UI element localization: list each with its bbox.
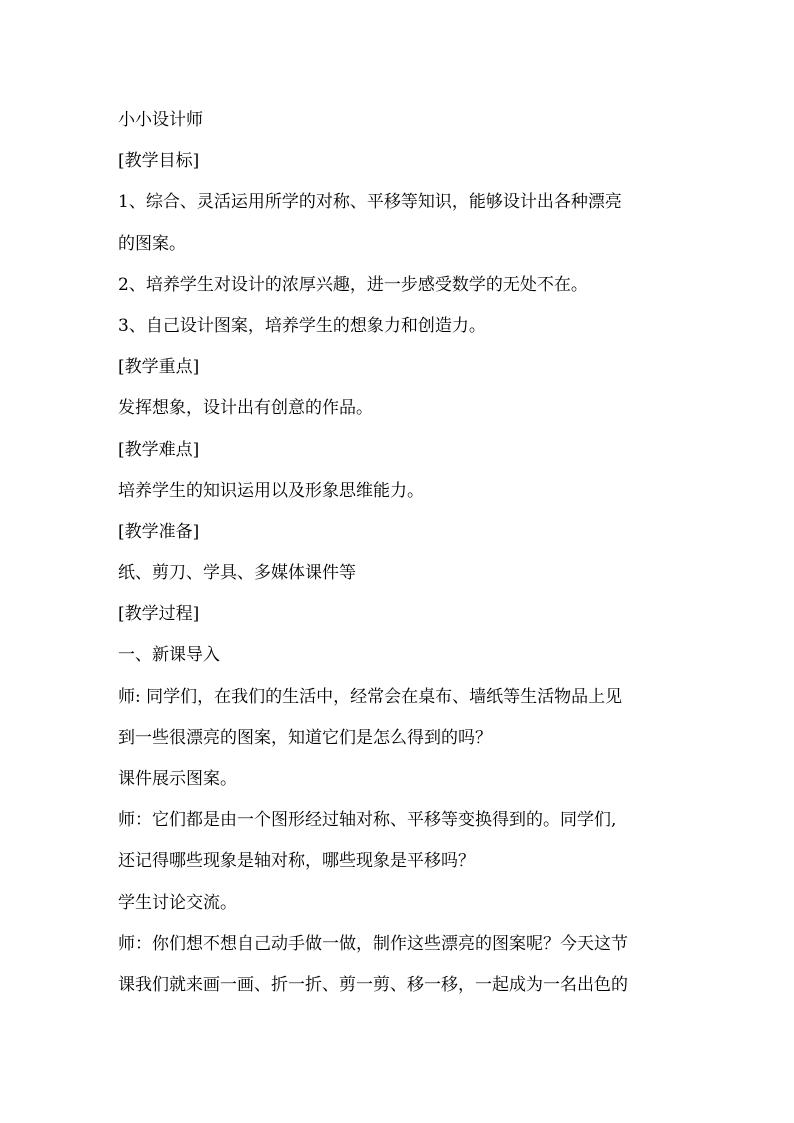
document-title: 小小设计师 xyxy=(118,110,203,130)
paragraph-line: 到一些很漂亮的图案，知道它们是怎么得到的吗？ xyxy=(118,727,492,748)
objective-1-line-2: 的图案。 xyxy=(118,233,186,254)
paragraph-line: 师: 同学们，在我们的生活中，经常会在桌布、墙纸等生活物品上见 xyxy=(118,686,623,707)
paragraph-line: 课件展示图案。 xyxy=(118,769,237,789)
difficulties-text: 培养学生的知识运用以及形象思维能力。 xyxy=(118,480,424,501)
section-heading-key-points: [教学重点] xyxy=(118,357,200,378)
section-heading-difficulties: [教学难点] xyxy=(118,439,200,460)
paragraph-line: 课我们就来画一画、折一折、剪一剪、移一移，一起成为一名出色的 xyxy=(118,974,628,995)
paragraph-line: 师：它们都是由一个图形经过轴对称、平移等变换得到的。同学们, xyxy=(118,810,617,831)
process-step-heading: 一、新课导入 xyxy=(118,645,220,666)
section-heading-process: [教学过程] xyxy=(118,604,200,625)
objective-1-line-1: 1、综合、灵活运用所学的对称、平移等知识，能够设计出各种漂亮 xyxy=(118,192,622,213)
key-points-text: 发挥想象，设计出有创意的作品。 xyxy=(118,398,373,419)
paragraph-line: 师：你们想不想自己动手做一做，制作这些漂亮的图案呢？今天这节 xyxy=(118,933,628,954)
paragraph-line: 学生讨论交流。 xyxy=(118,892,237,913)
document-body xyxy=(118,100,683,1006)
preparation-text: 纸、剪刀、学具、多媒体课件等 xyxy=(118,563,356,584)
paragraph-line: 还记得哪些现象是轴对称，哪些现象是平移吗？ xyxy=(118,851,475,872)
section-heading-preparation: [教学准备] xyxy=(118,521,200,542)
objective-3: 3、自己设计图案，培养学生的想象力和创造力。 xyxy=(118,315,486,336)
objective-2: 2、培养学生对设计的浓厚兴趣，进一步感受数学的无处不在。 xyxy=(118,274,588,295)
section-heading-objectives: [教学目标] xyxy=(118,151,200,172)
